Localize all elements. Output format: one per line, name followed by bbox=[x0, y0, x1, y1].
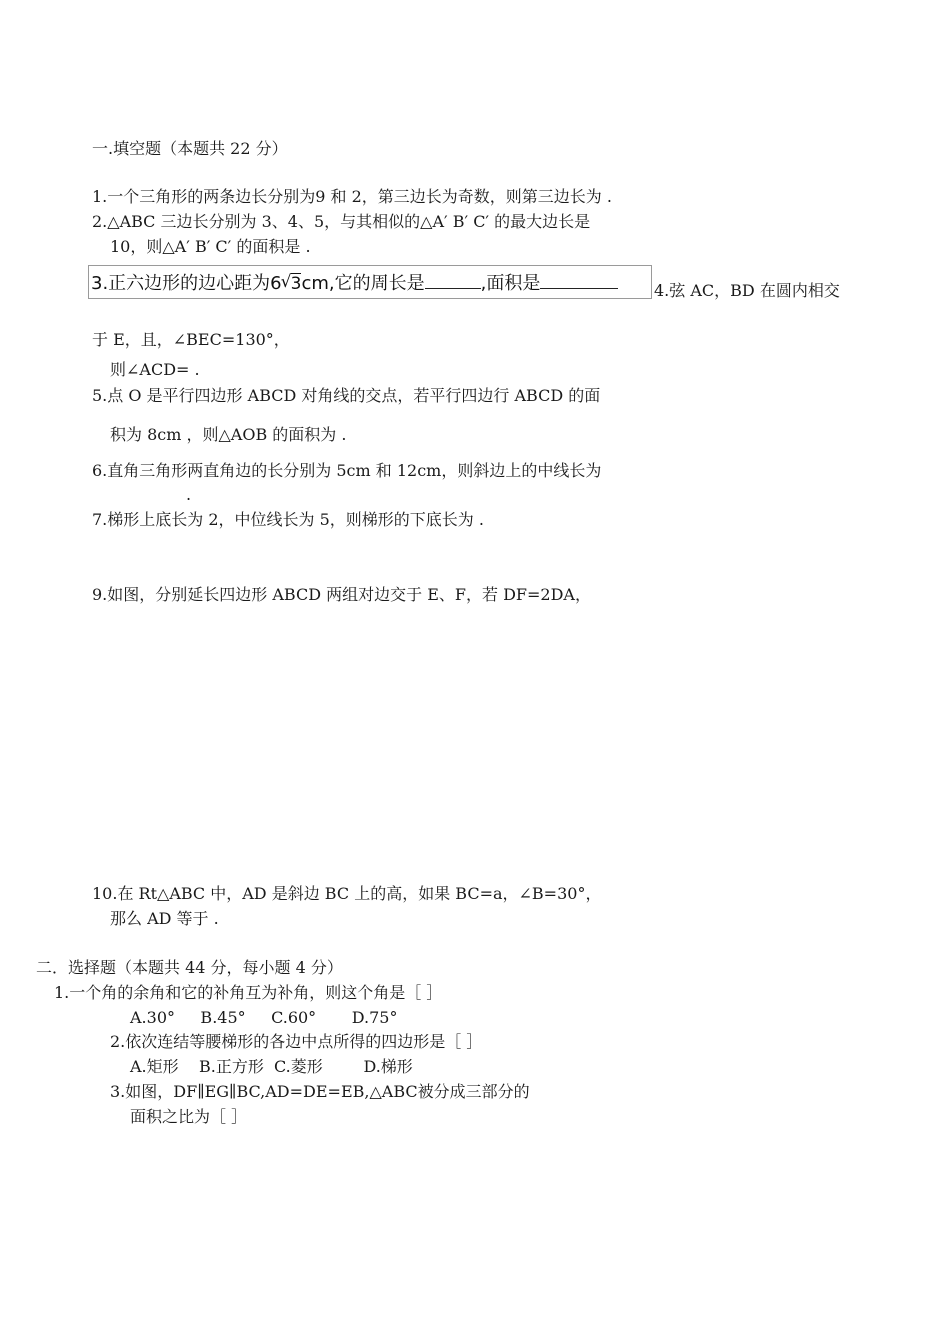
choice-question-1-options: A.30° B.45° C.60° D.75° bbox=[130, 1008, 398, 1027]
question-10-line1: 10.在 Rt△ABC 中，AD 是斜边 BC 上的高，如果 BC=a，∠B=30°， bbox=[92, 884, 602, 903]
question-4-line2: 于 E，且，∠BEC=130°， bbox=[92, 330, 290, 349]
choice-question-2: 2.依次连结等腰梯形的各边中点所得的四边形是［ ］ bbox=[110, 1032, 483, 1051]
question-9: 9.如图，分别延长四边形 ABCD 两组对边交于 E、F，若 DF=2DA， bbox=[92, 585, 591, 604]
question-4-line3: 则∠ACD= . bbox=[110, 360, 200, 379]
answer-blank-area bbox=[540, 266, 618, 289]
answer-blank-perimeter bbox=[425, 266, 481, 289]
section2-title: 二．选择题（本题共 44 分，每小题 4 分） bbox=[36, 958, 343, 977]
question-2-line1: 2.△ABC 三边长分别为 3、4、5，与其相似的△A′ B′ C′ 的最大边长是 bbox=[92, 212, 591, 231]
question-5-line2: 积为 8cm ，则△AOB 的面积为 . bbox=[110, 425, 347, 444]
choice-question-1: 1.一个角的余角和它的补角互为补角，则这个角是［ ］ bbox=[54, 983, 443, 1002]
question-3-sqrt-value: 3 bbox=[290, 274, 302, 294]
section1-title: 一.填空题（本题共 22 分） bbox=[92, 139, 288, 158]
choice-question-2-options: A.矩形 B.正方形 C.菱形 D.梯形 bbox=[130, 1057, 413, 1076]
question-3-text-b: cm,它的周长是 bbox=[301, 273, 425, 294]
choice-question-3-line1: 3.如图，DF∥EG∥BC,AD=DE=EB,△ABC被分成三部分的 bbox=[110, 1082, 530, 1101]
question-10-line2: 那么 AD 等于 . bbox=[110, 909, 219, 928]
question-5-line1: 5.点 O 是平行四边形 ABCD 对角线的交点，若平行四边行 ABCD 的面 bbox=[92, 386, 601, 405]
question-3-scanned-image bbox=[88, 265, 652, 299]
question-1: 1.一个三角形的两条边长分别为9 和 2，第三边长为奇数，则第三边长为 . bbox=[92, 187, 612, 206]
sqrt-symbol bbox=[282, 268, 302, 299]
question-3-text-a: 3.正六边形的边心距为6 bbox=[91, 273, 282, 294]
question-7: 7.梯形上底长为 2，中位线长为 5，则梯形的下底长为 . bbox=[92, 510, 484, 529]
question-2-line2: 10，则△A′ B′ C′ 的面积是 . bbox=[110, 237, 311, 256]
question-4-start: 4.弦 AC，BD 在圆内相交 bbox=[654, 281, 840, 300]
question-6-line1: 6.直角三角形两直角边的长分别为 5cm 和 12cm，则斜边上的中线长为 bbox=[92, 461, 602, 480]
question-6-line2: . bbox=[186, 485, 192, 504]
question-3-text-c: ,面积是 bbox=[480, 273, 541, 294]
choice-question-3-line2: 面积之比为［ ］ bbox=[130, 1107, 248, 1126]
